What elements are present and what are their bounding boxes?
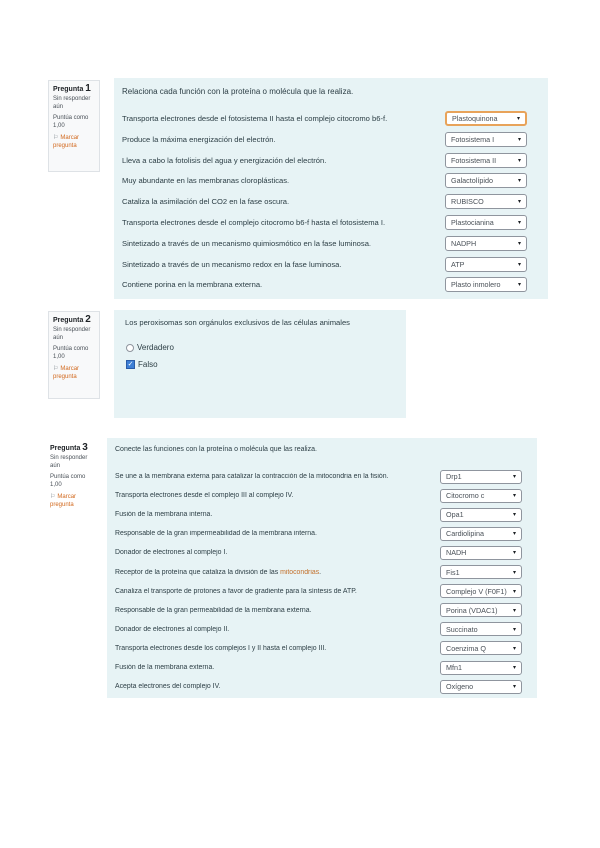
q1-match-row	[114, 152, 548, 169]
question-2-points: Puntúa como 1,00	[53, 346, 89, 360]
selected-value: Fis1	[446, 567, 460, 577]
question-1-info	[48, 80, 100, 172]
selected-value: ATP	[451, 259, 465, 269]
question-1-status: Sin responder aún	[53, 96, 91, 110]
selected-value: Plastocianina	[451, 218, 494, 227]
q1-row-text: Sintetizado a través de un mecanismo quimiosmótico en la fase luminosa.	[122, 238, 372, 248]
q3-row-text: Responsable de la gran permeabilidad de la membrana externa.	[115, 606, 312, 614]
q3-match-row	[107, 621, 537, 638]
selected-value: Fotosistema II	[451, 155, 497, 165]
q3-row-text: Transporta electrones desde el complejo III al complejo IV.	[115, 492, 294, 500]
question-1-number: Pregunta 1	[53, 83, 91, 94]
question-1-points: Puntúa como 1,00	[53, 115, 89, 129]
selected-value: Plastoquinona	[452, 114, 498, 123]
dropdown-caret-icon: ▾	[512, 474, 516, 480]
q1-match-row	[114, 172, 548, 189]
dropdown-caret-icon: ▾	[517, 199, 521, 206]
q3-row-text: Fusión de la membrana externa.	[115, 664, 215, 671]
q1-answer-select[interactable]	[445, 194, 527, 209]
q1-match-row	[114, 235, 548, 252]
selected-value: Porina (VDAC1)	[446, 605, 498, 615]
selected-value: Oxígeno	[446, 682, 474, 692]
dropdown-caret-icon: ▾	[512, 531, 516, 538]
selected-value: Mfn1	[446, 663, 462, 672]
dropdown-caret-icon: ▾	[517, 157, 521, 164]
q3-answer-select[interactable]	[440, 565, 522, 579]
q1-row-text: Sintetizado a través de un mecanismo redox en la fase luminosa.	[122, 259, 342, 269]
dropdown-caret-icon: ▾	[512, 588, 516, 595]
selected-value: Citocromo c	[446, 491, 485, 501]
q3-answer-select[interactable]	[440, 584, 522, 598]
q3-row-text: Donador de electrones al complejo II.	[115, 625, 230, 633]
q1-row-text: Cataliza la asimilación del CO2 en la fase oscura.	[122, 197, 290, 207]
q3-match-row	[107, 678, 537, 695]
q3-answer-select[interactable]	[440, 680, 522, 694]
q1-answer-select[interactable]	[445, 153, 527, 168]
question-3-status: Sin responder aún	[50, 455, 88, 469]
q1-answer-select[interactable]	[445, 132, 527, 147]
q1-row-text: Produce la máxima energización del electrón.	[122, 134, 276, 144]
dropdown-caret-icon: ▾	[512, 512, 516, 519]
dropdown-caret-icon: ▾	[517, 261, 521, 268]
option-verdadero[interactable]: Verdadero	[126, 343, 174, 352]
question-2-content	[114, 310, 406, 418]
q3-row-text: Receptor de la proteína que cataliza la división de las mitocondrias.	[115, 568, 322, 576]
dropdown-caret-icon: ▾	[517, 220, 521, 226]
q3-match-row	[107, 640, 537, 657]
q1-row-text: Transporta electrones desde el complejo citocromo b6-f hasta el fotosistema I.	[122, 218, 386, 227]
selected-value: Drp1	[446, 472, 462, 481]
question-2-status: Sin responder aún	[53, 327, 91, 341]
question-3-points: Puntúa como 1,00	[50, 474, 86, 488]
dropdown-caret-icon: ▾	[512, 665, 516, 671]
q1-match-row	[114, 110, 548, 127]
q3-row-text: Se une a la membrana externa para catalizar la contracción de la mitocondria en la fisión.	[115, 473, 389, 480]
selected-value: Coenzima Q	[446, 643, 486, 653]
q1-match-row	[114, 131, 548, 148]
dropdown-caret-icon: ▾	[516, 116, 520, 122]
q3-match-row	[107, 468, 537, 485]
q3-answer-select[interactable]	[440, 622, 522, 636]
q3-match-row	[107, 506, 537, 523]
question-3-content	[107, 438, 537, 698]
q3-row-text: Donador de electrones al complejo I.	[115, 549, 228, 557]
dropdown-caret-icon: ▾	[512, 626, 516, 633]
q1-answer-select[interactable]	[445, 215, 527, 230]
q3-answer-select[interactable]	[440, 489, 522, 503]
flag-icon: ⚐	[53, 366, 59, 372]
q1-match-row	[114, 214, 548, 231]
question-2-prompt: Los peroxisomas son orgánulos exclusivos de las células animales	[125, 318, 350, 327]
mitocondrias-link[interactable]: mitocondrias	[280, 568, 320, 576]
q3-answer-select[interactable]	[440, 546, 522, 560]
dropdown-caret-icon: ▾	[517, 282, 521, 289]
q1-row-text: Muy abundante en las membranas cloroplásticas.	[122, 176, 290, 186]
question-2-flag[interactable]: ⚐ Marcar pregunta	[53, 366, 80, 380]
q1-row-text: Contiene porina en la membrana externa.	[122, 280, 263, 290]
selected-value: Galactolípido	[451, 176, 493, 186]
selected-value: Cardiolipina	[446, 529, 484, 539]
question-3-number: Pregunta 3	[50, 442, 88, 453]
radio-verdadero[interactable]	[126, 344, 134, 352]
q3-answer-select[interactable]	[440, 661, 522, 675]
selected-value: NADH	[446, 548, 467, 558]
dropdown-caret-icon: ▾	[512, 550, 516, 557]
dropdown-caret-icon: ▾	[517, 178, 521, 185]
question-3-prompt: Conecte las funciones con la proteína o molécula que las realiza.	[115, 446, 317, 453]
option-falso[interactable]: ✓ Falso	[127, 360, 158, 369]
dropdown-caret-icon: ▾	[512, 493, 516, 500]
question-1-content	[114, 78, 548, 299]
q1-answer-select[interactable]	[445, 111, 527, 126]
q1-answer-select[interactable]	[445, 236, 527, 251]
question-3-info	[46, 440, 102, 524]
selected-value: Succinato	[446, 624, 478, 634]
question-1-flag[interactable]: ⚐ Marcar pregunta	[53, 135, 80, 149]
q1-answer-select[interactable]	[445, 173, 527, 188]
question-3-flag[interactable]: ⚐ Marcar pregunta	[50, 494, 77, 508]
dropdown-caret-icon: ▾	[517, 240, 521, 247]
dropdown-caret-icon: ▾	[512, 645, 516, 652]
q3-match-row	[107, 602, 537, 619]
q3-match-row	[107, 583, 537, 600]
q3-match-row	[107, 544, 537, 561]
q3-answer-select[interactable]	[440, 641, 522, 655]
q3-answer-select[interactable]	[440, 508, 522, 522]
q1-row-text: Lleva a cabo la fotolisis del agua y energización del electrón.	[122, 155, 327, 165]
q3-match-row	[107, 564, 537, 581]
q1-match-row	[114, 256, 548, 273]
q1-match-row	[114, 276, 548, 293]
question-2-number: Pregunta 2	[53, 314, 91, 325]
q1-answer-select[interactable]	[445, 257, 527, 272]
flag-icon: ⚐	[50, 494, 56, 500]
q3-match-row	[107, 487, 537, 504]
selected-value: Fotosistema I	[451, 134, 495, 144]
q3-row-text: Transporta electrones desde los complejos I y II hasta el complejo III.	[115, 644, 327, 652]
checked-icon[interactable]: ✓	[127, 361, 134, 368]
q3-answer-select[interactable]	[440, 603, 522, 617]
selected-value: Plasto inmolero	[451, 280, 501, 290]
dropdown-caret-icon: ▾	[512, 607, 516, 614]
q1-row-text: Transporta electrones desde el fotosistema II hasta el complejo citocromo b6-f.	[122, 114, 388, 123]
q3-row-text: Canaliza el transporte de protones a favor de gradiente para la síntesis de ATP.	[115, 587, 357, 595]
q3-answer-select[interactable]	[440, 470, 522, 484]
dropdown-caret-icon: ▾	[512, 569, 516, 576]
question-1-prompt: Relaciona cada función con la proteína o molécula que la realiza.	[122, 87, 354, 96]
q3-row-text: Acepta electrones del complejo IV.	[115, 683, 221, 691]
q3-answer-select[interactable]	[440, 527, 522, 541]
q3-row-text: Responsable de la gran impermeabilidad de la membrana interna.	[115, 530, 317, 538]
selected-value: Opa1	[446, 510, 464, 520]
q3-match-row	[107, 525, 537, 542]
selected-value: Complejo V (F0F1)	[446, 586, 507, 596]
q1-match-row	[114, 193, 548, 210]
dropdown-caret-icon: ▾	[512, 684, 516, 691]
selected-value: RUBISCO	[451, 197, 484, 207]
q3-row-text: Fusión de la membrana interna.	[115, 511, 213, 519]
question-2-info	[48, 311, 100, 399]
selected-value: NADPH	[451, 238, 477, 248]
flag-icon: ⚐	[53, 135, 59, 141]
q1-answer-select[interactable]	[445, 277, 527, 292]
q3-match-row	[107, 659, 537, 676]
dropdown-caret-icon: ▾	[517, 136, 521, 143]
